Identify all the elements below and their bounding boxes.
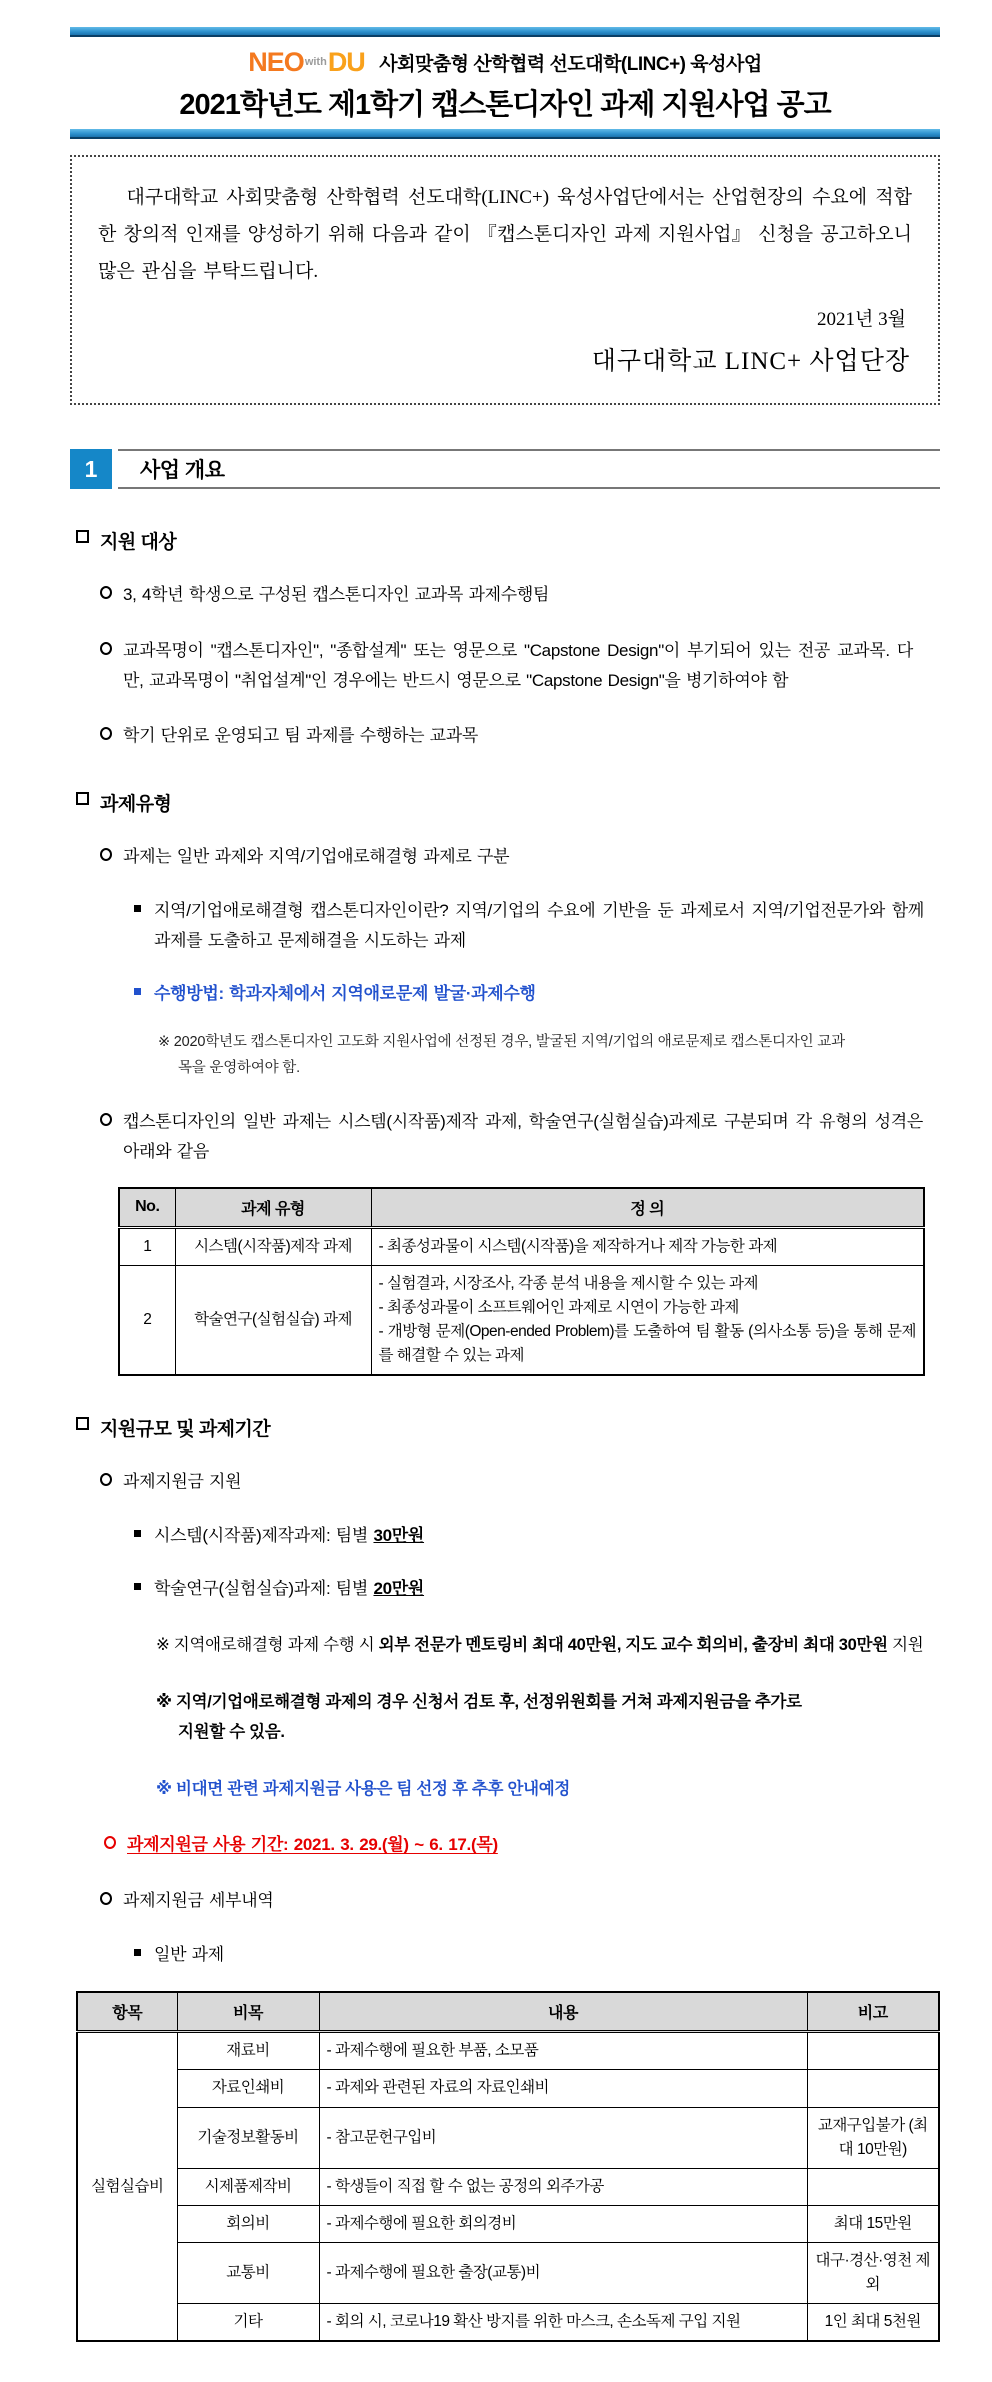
circle-bullet-icon <box>100 1473 112 1486</box>
table-row <box>77 2107 939 2168</box>
scale-sub-1-text <box>154 1521 424 1551</box>
type-table-header-type: 과제 유형 <box>175 1188 371 1228</box>
budget-table-header-row <box>77 1992 939 2032</box>
scale-note-3: ※ 비대면 관련 과제지원금 사용은 팀 선정 후 추후 안내예정 <box>156 1779 570 1798</box>
scale-sub-2 <box>134 1574 940 1604</box>
checkbox-square-icon <box>76 530 89 543</box>
logo-du-text: DU <box>327 47 365 77</box>
task-type-bullet-1-text: 과제는 일반 과제와 지역/기업애로해결형 과제로 구분 <box>123 847 510 867</box>
type-row-2-type: 학술연구(실험실습) 과제 <box>175 1265 371 1375</box>
support-target-item-1 <box>100 580 940 610</box>
table-row <box>77 2070 939 2107</box>
scale-bullet-1 <box>100 1467 940 1497</box>
type-row-1-defs <box>371 1227 924 1265</box>
task-type-sub-1-text: 지역/기업애로해결형 캡스톤디자인이란? 지역/기업의 수요에 기반을 둔 과제로서 지역/기업전문가와 함께 과제를 도출하고 문제해결을 시도하는 과제 <box>154 900 924 950</box>
period-line <box>104 1830 940 1860</box>
budget-row-1-item: 재료비 <box>177 2032 319 2070</box>
type-row-2-defs <box>371 1265 924 1375</box>
budget-header-desc: 내용 <box>319 1992 807 2032</box>
circle-bullet-icon <box>104 1836 116 1849</box>
def-line: - 최종성과물이 시스템(시작품)을 제작하거나 제작 가능한 과제 <box>378 1237 778 1255</box>
budget-row-4-desc: - 학생들이 직접 할 수 없는 공정의 외주가공 <box>319 2168 807 2205</box>
budget-category-cell: 실험실습비 <box>77 2032 177 2341</box>
circle-bullet-icon <box>100 1113 112 1126</box>
header-row <box>70 47 940 78</box>
task-type-bullet-1 <box>100 842 940 872</box>
budget-row-6-item: 교통비 <box>177 2242 319 2303</box>
heading-task-type <box>76 789 940 816</box>
budget-table-container <box>76 1991 940 2341</box>
top-rule <box>70 27 940 37</box>
budget-row-1-note <box>807 2032 939 2070</box>
support-target-item-2-text: 교과목명이 "캡스톤디자인", "종합설계" 또는 영문으로 "Capstone Design"이 부기되어 있는 전공 교과목. 다만, 교과목명이 "취업설계"인 경우에는 반드시 영문으로 "Capstone Design"을 병기하여야 함 <box>123 640 913 690</box>
scale-bullet-2 <box>100 1886 940 1916</box>
budget-row-5-item: 회의비 <box>177 2205 319 2242</box>
heading-support-scale-label: 지원규모 및 과제기간 <box>100 1418 271 1440</box>
square-bullet-icon <box>134 1530 141 1537</box>
task-type-sub-1 <box>134 896 940 956</box>
period-text: 과제지원금 사용 기간: 2021. 3. 29.(월) ~ 6. 17.(목) <box>127 1835 498 1855</box>
support-target-item-1-text: 3, 4학년 학생으로 구성된 캡스톤디자인 교과목 과제수행팀 <box>123 585 550 605</box>
def-line: - 실험결과, 시장조사, 각종 분석 내용을 제시할 수 있는 과제 <box>378 1274 758 1292</box>
heading-support-target-label: 지원 대상 <box>100 532 177 554</box>
def-line: - 개방형 문제(Open-ended Problem)를 도출하여 팀 활동 (의사소통 등)을 통해 문제를 해결할 수 있는 과제 <box>378 1322 916 1364</box>
heading-task-type-label: 과제유형 <box>100 794 172 816</box>
type-row-1-type: 시스템(시작품)제작 과제 <box>175 1227 371 1265</box>
square-bullet-icon <box>134 1583 141 1590</box>
budget-row-2-desc: - 과제와 관련된 자료의 자료인쇄비 <box>319 2070 807 2107</box>
task-type-sub-2-text: 수행방법: 학과자체에서 지역애로문제 발굴·과제수행 <box>154 984 536 1004</box>
type-row-2-no: 2 <box>119 1265 175 1375</box>
section-1-header <box>70 449 940 489</box>
intro-date: 2021년 3월 <box>817 309 906 331</box>
logo-with-text: with <box>304 55 327 68</box>
scale-note-1-suffix: 지원 <box>887 1636 924 1655</box>
section-number-badge: 1 <box>70 449 112 489</box>
budget-row-6-desc: - 과제수행에 필요한 출장(교통)비 <box>319 2242 807 2303</box>
scale-sub-1-prefix: 시스템(시작품)제작과제: 팀별 <box>154 1525 374 1545</box>
checkbox-square-icon <box>76 1417 89 1430</box>
type-table-header-no: No. <box>119 1188 175 1228</box>
budget-row-5-note: 최대 15만원 <box>807 2205 939 2242</box>
table-row <box>119 1265 924 1375</box>
circle-bullet-icon <box>100 848 112 861</box>
scale-bullet-1-text: 과제지원금 지원 <box>123 1471 242 1491</box>
scale-note-2: ※ 지역/기업애로해결형 과제의 경우 신청서 검토 후, 선정위원회를 거쳐 과제지원금을 추가로 지원할 수 있음. <box>156 1692 802 1742</box>
table-row <box>77 2032 939 2070</box>
checkbox-square-icon <box>76 792 89 805</box>
support-target-item-2 <box>100 636 940 696</box>
budget-table <box>76 1991 940 2341</box>
scale-sub-2-prefix: 학술연구(실험실습)과제: 팀별 <box>154 1579 374 1599</box>
logo-neo-text: NEO <box>248 47 304 77</box>
program-subtitle: 사회맞춤형 산학협력 선도대학(LINC+) 육성사업 <box>379 54 762 75</box>
scale-sub-3 <box>134 1940 940 1970</box>
type-table-header-def: 정 의 <box>371 1188 924 1228</box>
table-row <box>77 2205 939 2242</box>
scale-sub-3-text: 일반 과제 <box>154 1944 224 1964</box>
budget-row-7-desc: - 회의 시, 코로나19 확산 방지를 위한 마스크, 손소독제 구입 지원 <box>319 2303 807 2341</box>
type-row-1-no: 1 <box>119 1227 175 1265</box>
budget-row-5-desc: - 과제수행에 필요한 회의경비 <box>319 2205 807 2242</box>
support-target-item-3 <box>100 721 940 751</box>
intro-paragraph: 대구대학교 사회맞춤형 산학협력 선도대학(LINC+) 육성사업단에서는 산업현장의 수요에 적합한 창의적 인재를 양성하기 위해 다음과 같이 『캡스톤디자인 과제 지원사업』 신청을 공고하오니 많은 관심을 부탁드립니다. <box>98 187 912 283</box>
budget-row-2-note <box>807 2070 939 2107</box>
type-table-container <box>118 1187 925 1376</box>
scale-note-1-prefix: ※ 지역애로해결형 과제 수행 시 <box>156 1636 379 1655</box>
scale-sub-2-amount: 20만원 <box>373 1579 425 1599</box>
table-row <box>77 2303 939 2341</box>
circle-bullet-icon <box>100 642 112 655</box>
section-title: 사업 개요 <box>118 449 940 489</box>
budget-row-7-note: 1인 최대 5천원 <box>807 2303 939 2341</box>
scale-note-1 <box>156 1630 940 1661</box>
scale-sub-2-text <box>154 1574 424 1604</box>
heading-support-target <box>76 527 940 554</box>
circle-bullet-icon <box>100 586 112 599</box>
budget-row-4-item: 시제품제작비 <box>177 2168 319 2205</box>
task-type-bullet-2 <box>100 1107 940 1167</box>
budget-header-note: 비고 <box>807 1992 939 2032</box>
type-table <box>118 1187 925 1376</box>
budget-row-3-item: 기술정보활동비 <box>177 2107 319 2168</box>
budget-row-1-desc: - 과제수행에 필요한 부품, 소모품 <box>319 2032 807 2070</box>
table-row <box>119 1227 924 1265</box>
heading-support-scale <box>76 1414 940 1441</box>
scale-sub-1-amount: 30만원 <box>373 1525 425 1545</box>
budget-row-7-item: 기타 <box>177 2303 319 2341</box>
task-type-sub-2 <box>134 979 940 1009</box>
scale-sub-1 <box>134 1521 940 1551</box>
table-row <box>77 2242 939 2303</box>
scale-note-1-bold: 외부 전문가 멘토링비 최대 40만원, 지도 교수 회의비, 출장비 최대 30만원 <box>378 1636 888 1655</box>
def-line: - 최종성과물이 소프트웨어인 과제로 시연이 가능한 과제 <box>378 1298 739 1316</box>
square-bullet-icon <box>134 1949 141 1956</box>
type-table-header-row <box>119 1188 924 1228</box>
budget-row-6-note: 대구·경산·영천 제외 <box>807 2242 939 2303</box>
intro-signature: 대구대학교 LINC+ 사업단장 <box>591 348 910 376</box>
square-bullet-icon <box>134 905 141 912</box>
circle-bullet-icon <box>100 727 112 740</box>
neo-with-du-logo <box>248 47 365 78</box>
circle-bullet-icon <box>100 1892 112 1905</box>
square-bullet-icon <box>134 988 141 995</box>
budget-header-item: 비목 <box>177 1992 319 2032</box>
task-type-bullet-2-text: 캡스톤디자인의 일반 과제는 시스템(시작품)제작 과제, 학술연구(실험실습)과제로 구분되며 각 유형의 성격은 아래와 같음 <box>123 1112 923 1162</box>
intro-box <box>70 155 940 405</box>
scale-bullet-2-text: 과제지원금 세부내역 <box>123 1890 274 1910</box>
page-title: 2021학년도 제1학기 캡스톤디자인 과제 지원사업 공고 <box>179 89 831 121</box>
budget-row-3-note: 교재구입불가 (최대 10만원) <box>807 2107 939 2168</box>
budget-header-category: 항목 <box>77 1992 177 2032</box>
table-row <box>77 2168 939 2205</box>
budget-row-4-note <box>807 2168 939 2205</box>
budget-row-2-item: 자료인쇄비 <box>177 2070 319 2107</box>
support-target-item-3-text: 학기 단위로 운영되고 팀 과제를 수행하는 교과목 <box>123 726 478 746</box>
task-type-note: ※ 2020학년도 캡스톤디자인 고도화 지원사업에 선정된 경우, 발굴된 지역/기업의 애로문제로 캡스톤디자인 교과목을 운영하여야 함. <box>158 1034 845 1077</box>
title-rule <box>70 129 940 139</box>
budget-row-3-desc: - 참고문헌구입비 <box>319 2107 807 2168</box>
